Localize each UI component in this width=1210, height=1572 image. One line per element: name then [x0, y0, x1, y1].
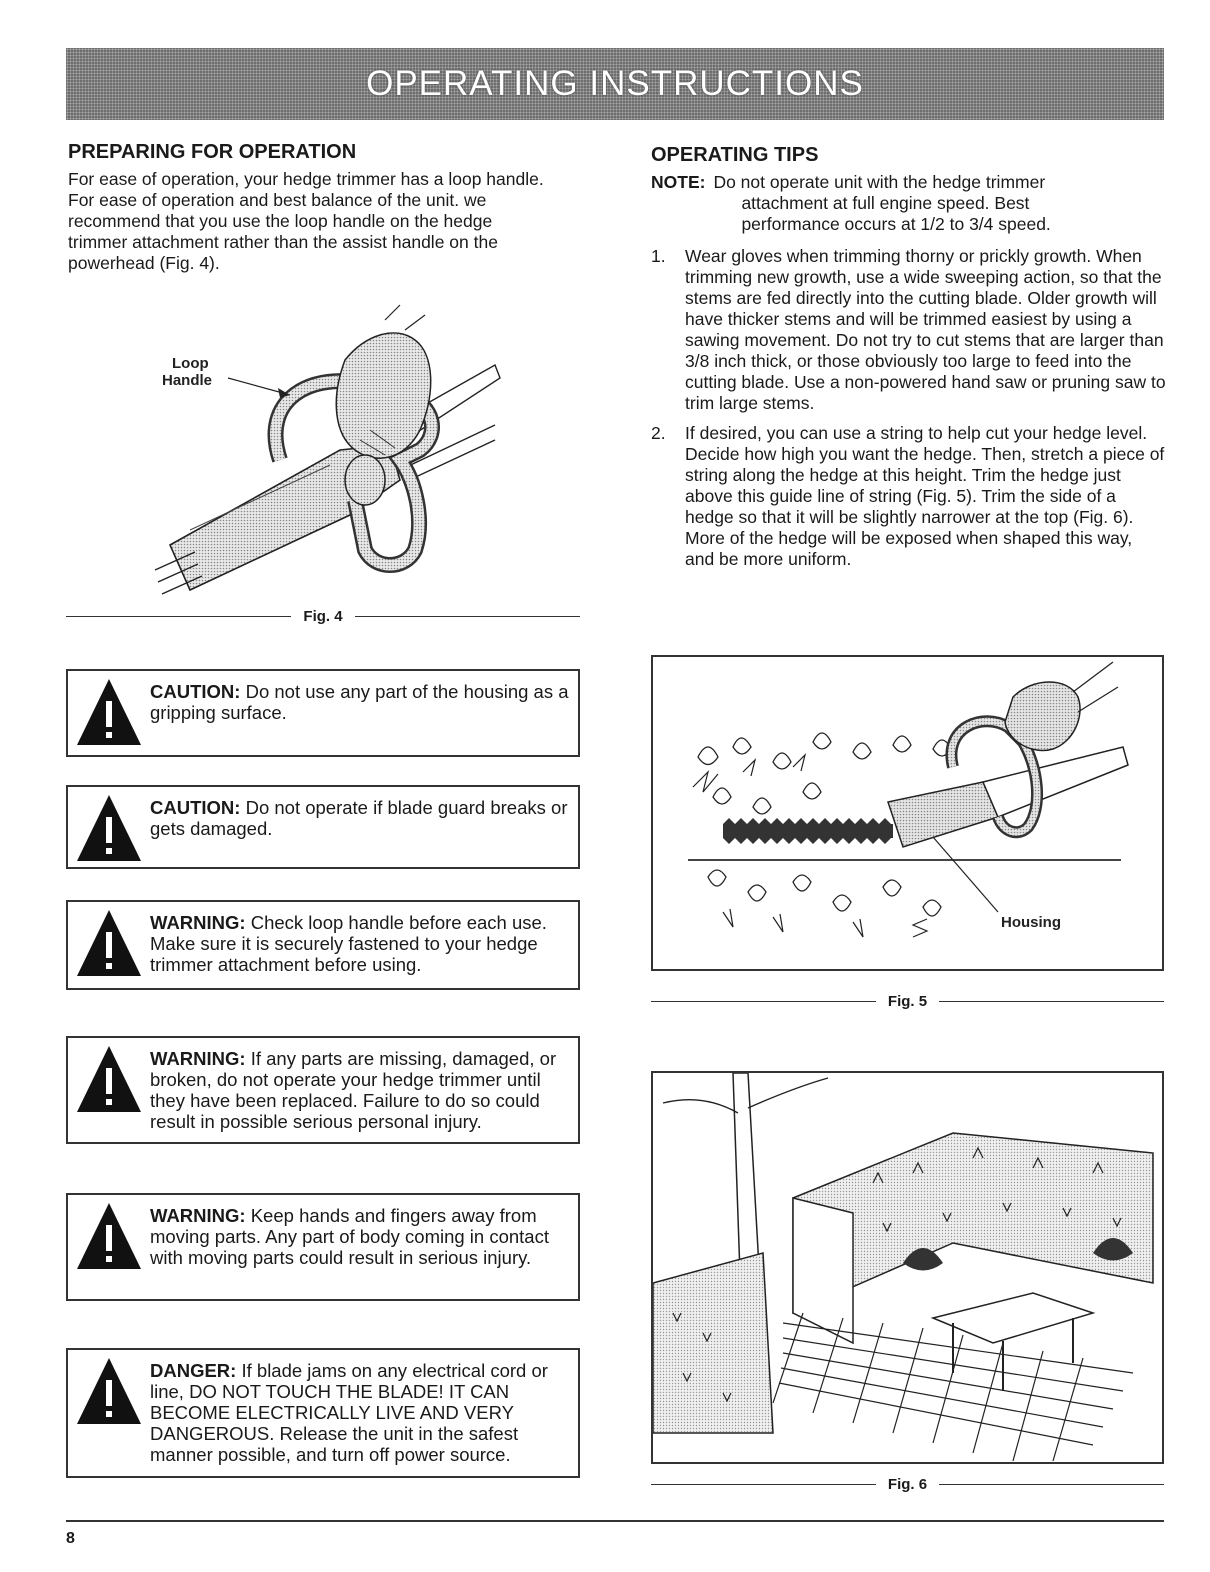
warning-triangle-icon: [75, 1199, 143, 1273]
alert-label: CAUTION:: [150, 797, 241, 818]
warning-triangle-icon: [75, 1354, 143, 1428]
alert-label: DANGER:: [150, 1360, 237, 1381]
alert-label: WARNING:: [150, 1048, 246, 1069]
fig5-hedge-trimming-illustration: [653, 657, 1162, 969]
page-number: 8: [66, 1530, 75, 1547]
warning-triangle-icon: [75, 675, 143, 749]
fig4-callout-handle: Handle: [162, 372, 213, 389]
caption-rule: [651, 1484, 876, 1485]
fig6-caption: [651, 1476, 1164, 1493]
note-line: performance occurs at 1/2 to 3/4 speed.: [741, 214, 1051, 234]
alert-text: If blade jams on any electrical cord or line, DO NOT TOUCH THE BLADE! IT CAN BECOME ELECTRICALLY LIVE AND VERY DANGEROUS. Release the unit in the safest manner possible, and turn off power source.: [150, 1360, 548, 1465]
caution-housing-alert: [66, 669, 580, 757]
alert-message: [150, 902, 578, 975]
fig4-loop-handle-illustration: [150, 300, 520, 610]
note-line: Do not operate unit with the hedge trimmer: [713, 172, 1046, 192]
tip-item: [651, 423, 1166, 570]
tip-item: [651, 246, 1166, 414]
alert-message: [150, 1038, 578, 1132]
alert-message: [150, 1195, 578, 1268]
note-text: [713, 172, 1171, 235]
alert-message: [150, 1350, 578, 1465]
operating-tips-title: OPERATING TIPS: [651, 144, 819, 166]
warning-triangle-icon: [75, 906, 143, 980]
alert-text: Do not use any part of the housing as a gripping surface.: [150, 681, 569, 723]
header-banner: [66, 48, 1164, 120]
fig5-caption-label: Fig. 5: [887, 993, 928, 1010]
page-title: OPERATING INSTRUCTIONS: [366, 64, 864, 103]
warning-moving-parts-alert: [66, 1193, 580, 1301]
danger-electrical-alert: [66, 1348, 580, 1478]
fig6-caption-label: Fig. 6: [887, 1476, 928, 1493]
fig4-caption: [66, 608, 580, 625]
tip-number: 1.: [651, 246, 666, 266]
caption-rule: [355, 616, 580, 617]
fig6-box: [651, 1071, 1164, 1464]
fig4-callout-loop: Loop: [172, 355, 209, 372]
alert-label: WARNING:: [150, 912, 246, 933]
speed-note: [651, 172, 1171, 235]
warning-triangle-icon: [75, 791, 143, 865]
caption-rule: [651, 1001, 876, 1002]
warning-loop-handle-alert: [66, 900, 580, 990]
caption-rule: [939, 1484, 1164, 1485]
fig6-shaped-hedge-illustration: [653, 1073, 1162, 1462]
fig5-box: [651, 655, 1164, 971]
alert-message: [150, 787, 578, 839]
fig5-caption: [651, 993, 1164, 1010]
caption-rule: [939, 1001, 1164, 1002]
fig5-callout-housing: Housing: [1001, 914, 1061, 931]
preparing-intro-text: For ease of operation, your hedge trimmer has a loop handle. For ease of operation and best balance of the unit. we recommend that you use the loop handle on the hedge trimmer attachment rather than the assist handle on the powerhead (Fig. 4).: [68, 169, 544, 273]
tips-list: [651, 246, 1166, 579]
alert-label: CAUTION:: [150, 681, 241, 702]
preparing-section-title: PREPARING FOR OPERATION: [68, 141, 357, 163]
note-label: NOTE:: [651, 172, 706, 192]
tip-number: 2.: [651, 423, 666, 443]
alert-text: Do not operate if blade guard breaks or gets damaged.: [150, 797, 568, 839]
caution-blade-guard-alert: [66, 785, 580, 869]
warning-missing-parts-alert: [66, 1036, 580, 1144]
fig4-caption-label: Fig. 4: [303, 608, 343, 625]
tip-text: Wear gloves when trimming thorny or prickly growth. When trimming new growth, use a wide sweeping action, so that the stems are fed directly into the cutting blade. Older growth will have thicker stems and will be trimmed easiest by using a sawing movement. Do not try to cut stems that are larger than 3/8 inch thick, or those obviously too large to feed into the cutting blade. Use a non-powered hand saw or pruning saw to trim large stems.: [685, 246, 1166, 413]
tip-text: If desired, you can use a string to help cut your hedge level. Decide how high you want the hedge. Then, stretch a piece of string along the hedge at this height. Trim the hedge just above this guide line of string (Fig. 5). Trim the side of a hedge so that it will be slightly narrower at the top (Fig. 6). More of the hedge will be exposed when shaped this way, and be more uniform.: [685, 423, 1165, 569]
alert-label: WARNING:: [150, 1205, 246, 1226]
caption-rule: [66, 616, 291, 617]
alert-message: [150, 671, 578, 723]
warning-triangle-icon: [75, 1042, 143, 1116]
alert-text: Check loop handle before each use. Make sure it is securely fastened to your hedge trimmer attachment before using.: [150, 912, 547, 975]
alert-text: Keep hands and fingers away from moving parts. Any part of body coming in contact with moving parts could result in serious injury.: [150, 1205, 549, 1268]
footer-rule: [66, 1520, 1164, 1522]
note-line: attachment at full engine speed. Best: [741, 193, 1030, 213]
alert-text: If any parts are missing, damaged, or broken, do not operate your hedge trimmer until they have been replaced. Failure to do so could result in possible serious personal injury.: [150, 1048, 557, 1132]
